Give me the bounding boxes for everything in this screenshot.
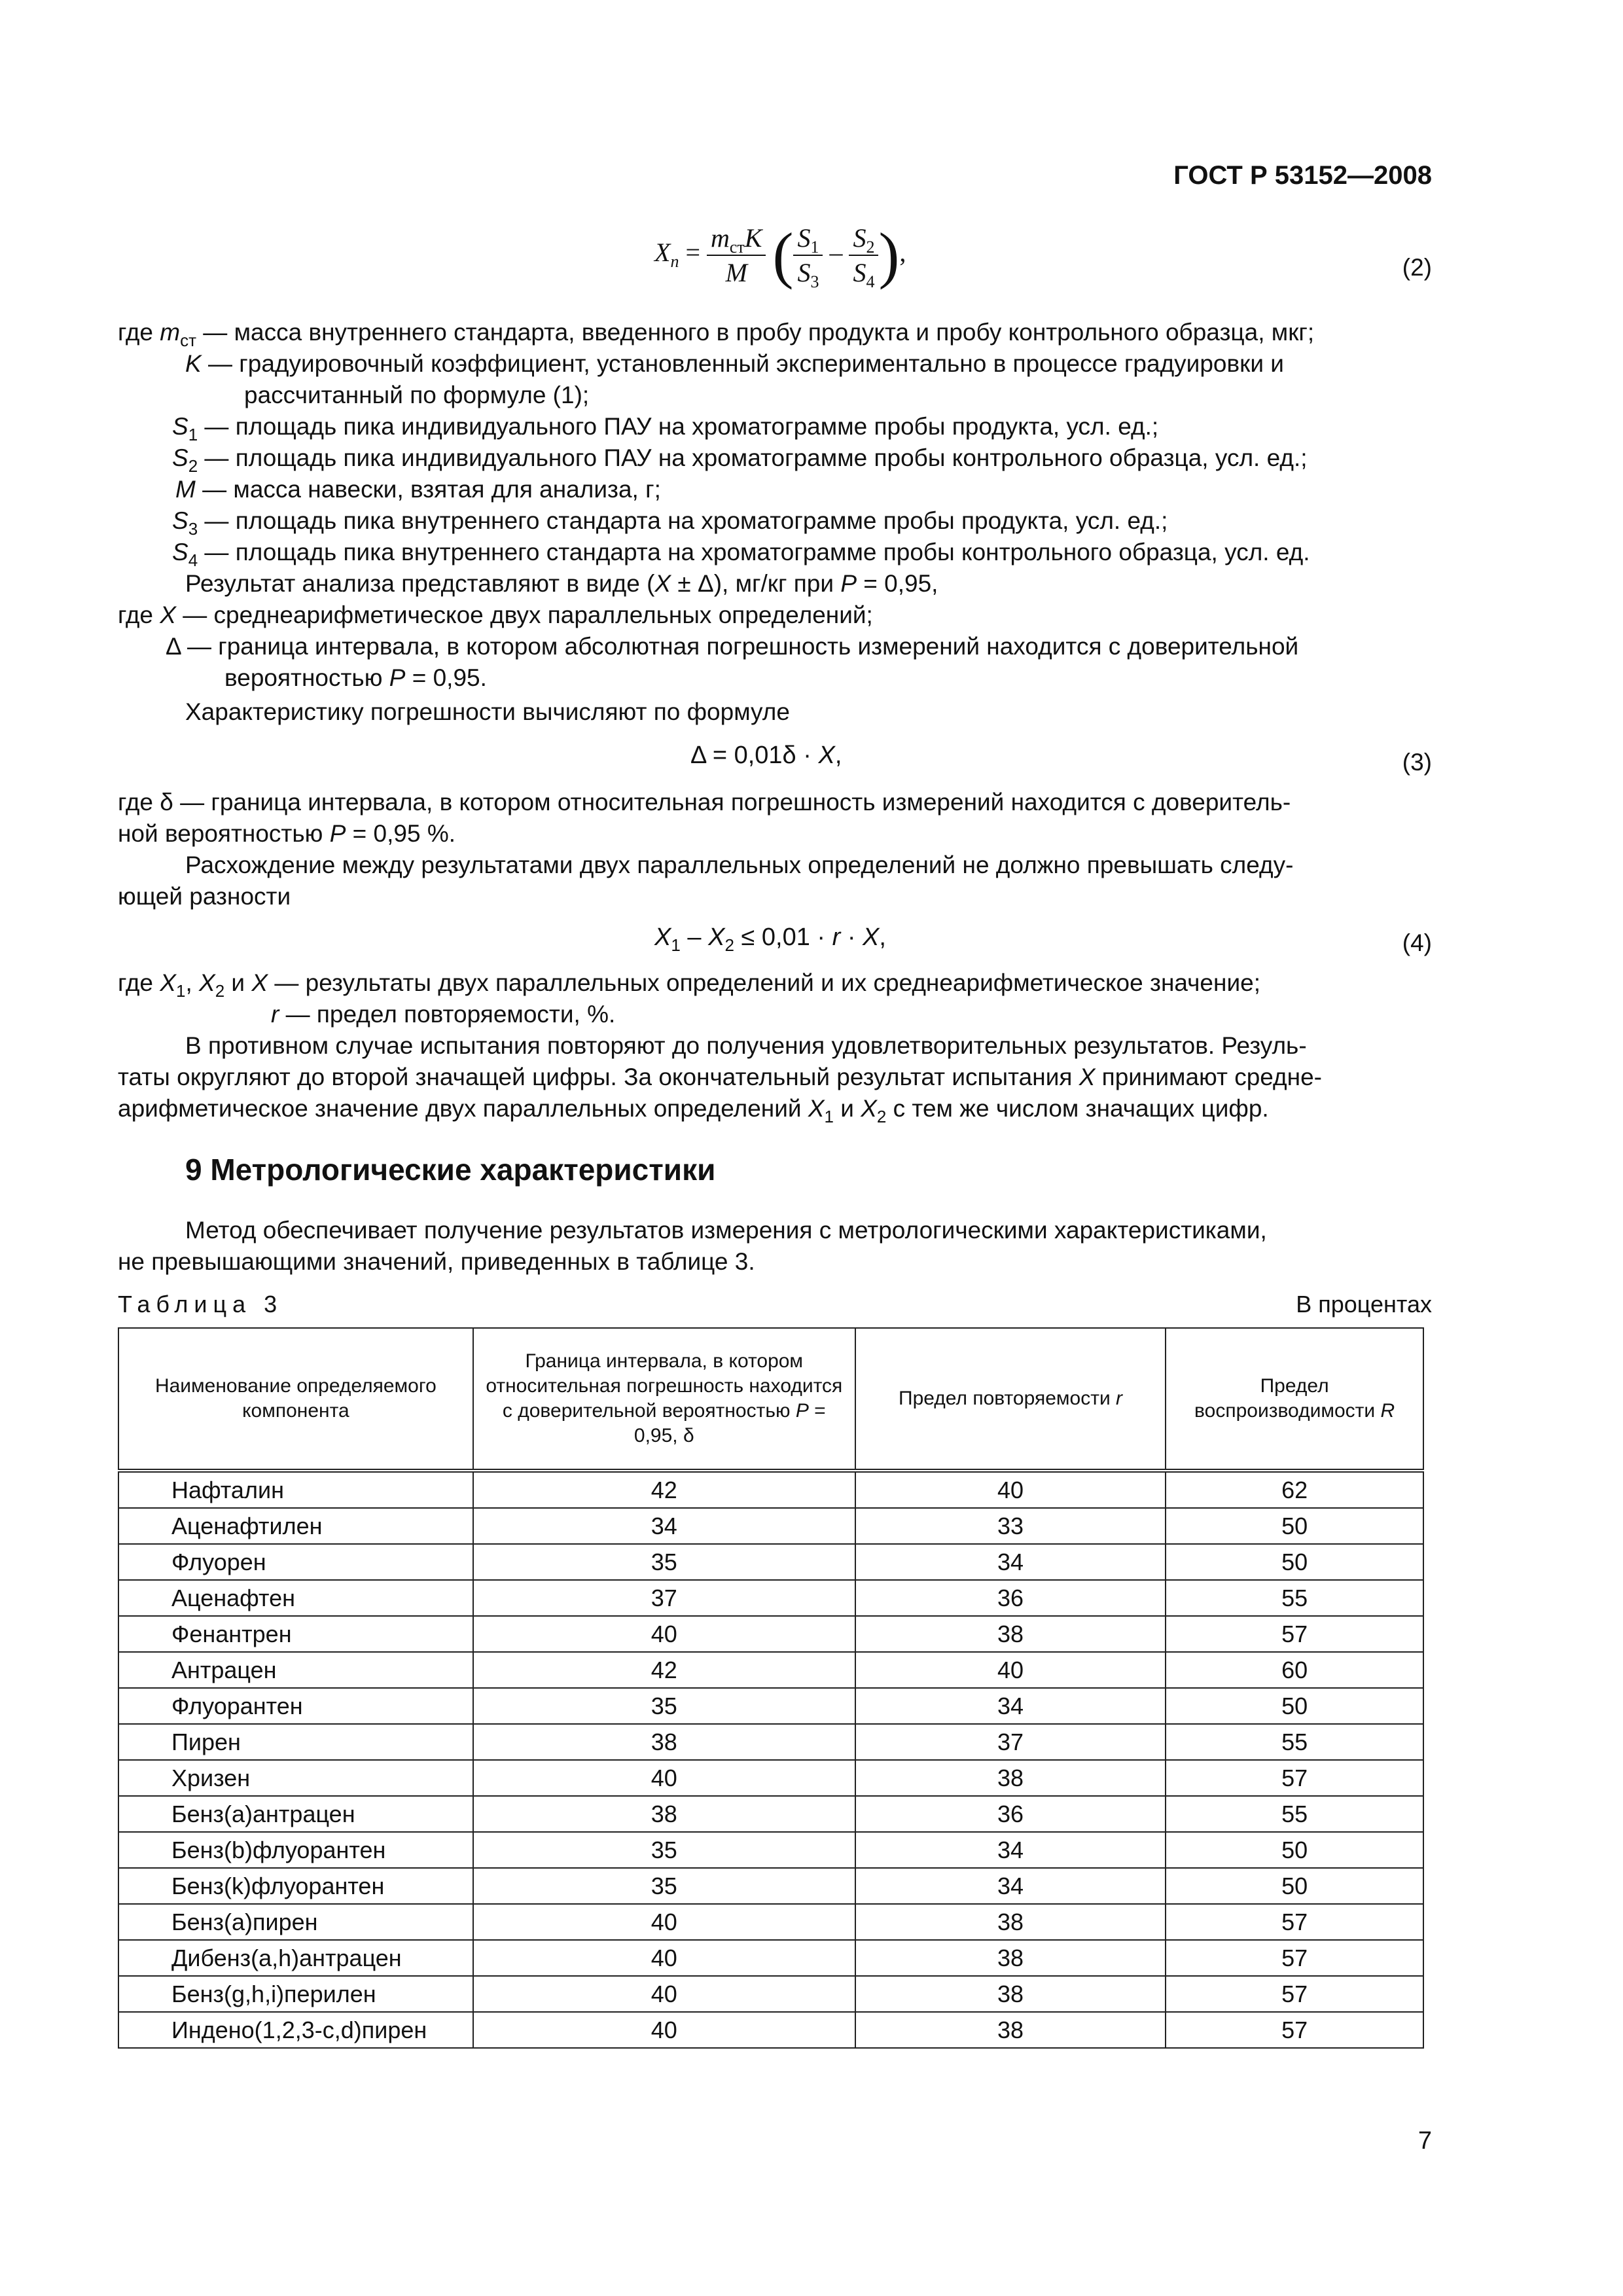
cell-reproducibility: 50	[1166, 1508, 1423, 1544]
cell-reproducibility: 57	[1166, 2012, 1423, 2048]
page-number: 7	[1418, 2127, 1432, 2155]
cell-reproducibility: 57	[1166, 1760, 1423, 1796]
cell-relative-error: 35	[473, 1688, 855, 1724]
header-repeatability: Предел повторяемости r	[855, 1328, 1166, 1471]
cell-relative-error: 40	[473, 1760, 855, 1796]
cell-component: Бенз(a)пирен	[118, 1904, 473, 1940]
cell-component: Бенз(a)антрацен	[118, 1796, 473, 1832]
divergence-paragraph-cont: ющей разности	[118, 883, 291, 910]
cell-reproducibility: 62	[1166, 1471, 1423, 1508]
cell-reproducibility: 55	[1166, 1724, 1423, 1760]
cell-component: Бенз(b)флуорантен	[118, 1832, 473, 1868]
table-caption: Таблица 3	[118, 1291, 283, 1318]
cell-relative-error: 42	[473, 1652, 855, 1688]
result-form-paragraph: Результат анализа представляют в виде (X ± Δ), мг/кг при P = 0,95,	[185, 570, 938, 597]
cell-repeatability: 37	[855, 1724, 1166, 1760]
cell-reproducibility: 50	[1166, 1544, 1423, 1580]
table-row	[118, 1616, 1423, 1652]
cell-reproducibility: 57	[1166, 1904, 1423, 1940]
legend-m: M — масса навески, взятая для анализа, г;	[175, 476, 661, 503]
cell-component: Бенз(g,h,i)перилен	[118, 1976, 473, 2012]
table-row	[118, 1940, 1423, 1976]
cell-component: Бенз(k)флуорантен	[118, 1868, 473, 1904]
table-row	[118, 1868, 1423, 1904]
formula-4: $X_1 - X_2 \le 0,01 \cdot r \cdot X$,	[654, 924, 886, 955]
cell-repeatability: 34	[855, 1832, 1166, 1868]
table-row	[118, 1796, 1423, 1832]
cell-repeatability: 38	[855, 1616, 1166, 1652]
cell-repeatability: 33	[855, 1508, 1166, 1544]
legend-x: где X — среднеарифметическое двух параллельных определений;	[118, 601, 873, 628]
metrology-table	[118, 1327, 1424, 2049]
cell-relative-error: 38	[473, 1796, 855, 1832]
document-header: ГОСТ Р 53152—2008	[1173, 161, 1432, 190]
cell-relative-error: 37	[473, 1580, 855, 1616]
table-row	[118, 1760, 1423, 1796]
legend-k-cont: рассчитанный по формуле (1);	[244, 382, 590, 408]
table-body	[118, 1471, 1423, 2048]
cell-reproducibility: 50	[1166, 1868, 1423, 1904]
cell-reproducibility: 60	[1166, 1652, 1423, 1688]
divergence-paragraph: Расхождение между результатами двух параллельных определений не должно превышать следу-	[185, 852, 1294, 878]
cell-relative-error: 42	[473, 1471, 855, 1508]
cell-repeatability: 38	[855, 1976, 1166, 2012]
method-paragraph: Метод обеспечивает получение результатов измерения с метрологическими характеристиками,	[185, 1217, 1267, 1244]
legend-mst: где $m_{ст}$ — масса внутреннего стандарта, введенного в пробу продукта и пробу контрольного образца, мкг;	[118, 319, 1315, 350]
legend-delta: Δ — граница интервала, в котором абсолютная погрешность измерений находится с доверительной	[166, 633, 1299, 660]
otherwise-paragraph-line3: арифметическое значение двух параллельных определений $X_1$ и $X_2$ с тем же числом значащих цифр.	[118, 1095, 1269, 1126]
table-header-row	[118, 1328, 1423, 1471]
legend-delta-cont: вероятностью P = 0,95.	[224, 664, 487, 691]
legend-small-delta-cont: ной вероятностью P = 0,95 %.	[118, 820, 456, 847]
otherwise-paragraph-line2: таты округляют до второй значащей цифры. За окончательный результат испытания X принимают средне-	[118, 1064, 1322, 1090]
header-component: Наименование определяемого компонента	[118, 1328, 473, 1471]
table-row	[118, 1724, 1423, 1760]
cell-relative-error: 40	[473, 1940, 855, 1976]
cell-repeatability: 34	[855, 1868, 1166, 1904]
legend-s4: $S_4$ — площадь пика внутреннего стандарта на хроматограмме пробы контрольного образца, усл. ед.	[172, 539, 1310, 570]
cell-component: Индено(1,2,3-c,d)пирен	[118, 2012, 473, 2048]
legend-4: где $X_1$, $X_2$ и X — результаты двух параллельных определений и их среднеарифметическое значение;	[118, 969, 1260, 1001]
table-row	[118, 1688, 1423, 1724]
cell-component: Флуорен	[118, 1544, 473, 1580]
cell-component: Аценафтен	[118, 1580, 473, 1616]
legend-s1: $S_1$ — площадь пика индивидуального ПАУ на хроматограмме пробы продукта, усл. ед.;	[172, 413, 1159, 444]
cell-component: Антрацен	[118, 1652, 473, 1688]
cell-relative-error: 35	[473, 1544, 855, 1580]
cell-reproducibility: 50	[1166, 1832, 1423, 1868]
legend-s2: $S_2$ — площадь пика индивидуального ПАУ на хроматограмме пробы контрольного образца, усл. ед.;	[172, 444, 1308, 476]
cell-component: Флуорантен	[118, 1688, 473, 1724]
cell-repeatability: 38	[855, 2012, 1166, 2048]
legend-r: r — предел повторяемости, %.	[271, 1001, 616, 1028]
cell-relative-error: 40	[473, 1976, 855, 2012]
cell-reproducibility: 50	[1166, 1688, 1423, 1724]
table-row	[118, 1976, 1423, 2012]
cell-component: Нафталин	[118, 1471, 473, 1508]
cell-repeatability: 38	[855, 1760, 1166, 1796]
table-row	[118, 1580, 1423, 1616]
formula-2: $X_n$ = $\frac{m_{ст}K}{M}$ ( $\frac{S_1}{S_3}$ – $\frac{S_2}{S_4}$ ),	[654, 220, 906, 291]
cell-repeatability: 40	[855, 1652, 1166, 1688]
table-row	[118, 1544, 1423, 1580]
cell-reproducibility: 55	[1166, 1580, 1423, 1616]
cell-component: Хризен	[118, 1760, 473, 1796]
table-row	[118, 1904, 1423, 1940]
cell-repeatability: 34	[855, 1544, 1166, 1580]
table-row	[118, 1652, 1423, 1688]
otherwise-paragraph: В противном случае испытания повторяют до получения удовлетворительных результатов. Резуль-	[185, 1032, 1307, 1059]
table-row	[118, 1508, 1423, 1544]
cell-relative-error: 40	[473, 1904, 855, 1940]
cell-repeatability: 38	[855, 1940, 1166, 1976]
cell-reproducibility: 55	[1166, 1796, 1423, 1832]
table-units: В процентах	[1296, 1291, 1432, 1318]
cell-relative-error: 40	[473, 2012, 855, 2048]
error-characteristic-intro: Характеристику погрешности вычисляют по формуле	[185, 698, 790, 725]
cell-repeatability: 36	[855, 1796, 1166, 1832]
legend-small-delta: где δ — граница интервала, в котором относительная погрешность измерений находится с доверитель-	[118, 789, 1291, 816]
legend-k: K — градуировочный коэффициент, установленный экспериментально в процессе градуировки и	[185, 350, 1284, 377]
equation-number-2: (2)	[1402, 254, 1432, 281]
equation-number-4: (4)	[1402, 929, 1432, 956]
table-row	[118, 2012, 1423, 2048]
table-row	[118, 1832, 1423, 1868]
formula-3: Δ = 0,01δ · X,	[690, 742, 842, 769]
table-row	[118, 1471, 1423, 1508]
header-relative-error: Граница интервала, в котором относительная погрешность находится с доверительной вероятностью P = 0,95, δ	[473, 1328, 855, 1471]
cell-relative-error: 34	[473, 1508, 855, 1544]
cell-reproducibility: 57	[1166, 1976, 1423, 2012]
cell-reproducibility: 57	[1166, 1616, 1423, 1652]
cell-component: Аценафтилен	[118, 1508, 473, 1544]
cell-component: Фенантрен	[118, 1616, 473, 1652]
legend-s3: $S_3$ — площадь пика внутреннего стандарта на хроматограмме пробы продукта, усл. ед.;	[172, 507, 1168, 539]
cell-relative-error: 40	[473, 1616, 855, 1652]
cell-repeatability: 34	[855, 1688, 1166, 1724]
cell-relative-error: 38	[473, 1724, 855, 1760]
cell-repeatability: 40	[855, 1471, 1166, 1508]
cell-relative-error: 35	[473, 1868, 855, 1904]
section-heading: 9 Метрологические характеристики	[185, 1153, 716, 1187]
equation-number-3: (3)	[1402, 749, 1432, 776]
cell-relative-error: 35	[473, 1832, 855, 1868]
cell-component: Пирен	[118, 1724, 473, 1760]
cell-component: Дибенз(a,h)антрацен	[118, 1940, 473, 1976]
method-paragraph-cont: не превышающими значений, приведенных в таблице 3.	[118, 1248, 755, 1275]
cell-reproducibility: 57	[1166, 1940, 1423, 1976]
header-reproducibility: Предел воспроизводимости R	[1166, 1328, 1423, 1471]
cell-repeatability: 36	[855, 1580, 1166, 1616]
cell-repeatability: 38	[855, 1904, 1166, 1940]
